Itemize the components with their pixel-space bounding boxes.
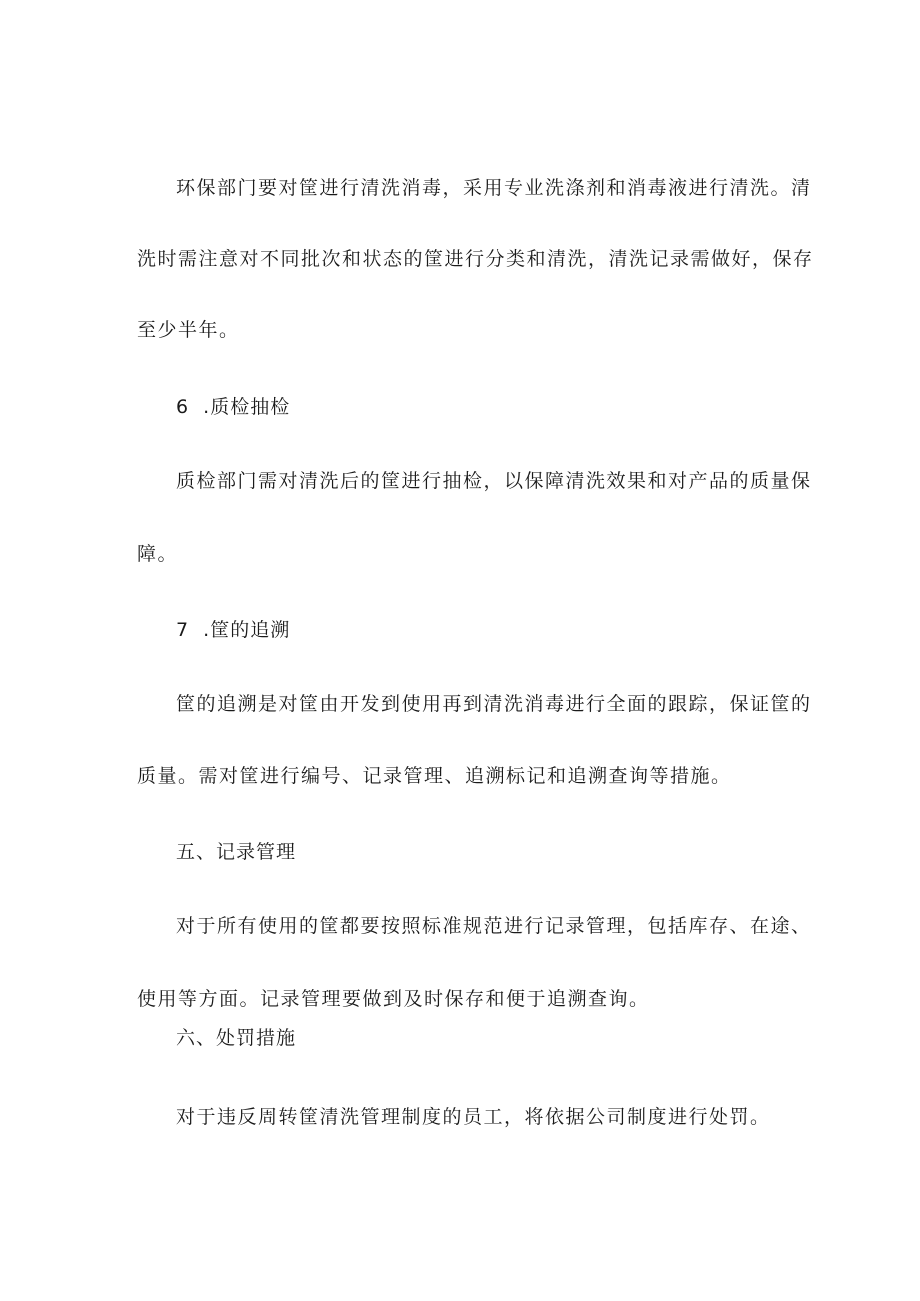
section-heading-penalty: 六、处罚措施 [176,1027,297,1049]
paragraph-cleaning-line-1: 环保部门要对筐进行清洗消毒，采用专业洗涤剂和消毒液进行清洗。清 [176,177,812,199]
paragraph-record-line-1: 对于所有使用的筐都要按照标准规范进行记录管理，包括库存、在途、 [176,915,812,937]
paragraph-quality-line-1: 质检部门需对清洗后的筐进行抽检，以保障清洗效果和对产品的质量保 [176,470,812,492]
section-heading-quality-inspection: 6 .质检抽检 [176,396,291,418]
paragraph-penalty-line-1: 对于违反周转筐清洗管理制度的员工，将依据公司制度进行处罚。 [176,1106,771,1128]
paragraph-cleaning-line-2: 洗时需注意对不同批次和状态的筐进行分类和清洗，清洗记录需做好，保存 [137,248,814,270]
paragraph-quality-line-2: 障。 [137,543,179,565]
section-heading-record-management: 五、记录管理 [176,841,297,863]
section-heading-traceability: 7 .筐的追溯 [176,619,291,641]
paragraph-cleaning-line-3: 至少半年。 [137,319,240,341]
paragraph-record-line-2: 使用等方面。记录管理要做到及时保存和便于追溯查询。 [137,988,650,1010]
paragraph-traceability-line-2: 质量。需对筐进行编号、记录管理、追溯标记和追溯查询等措施。 [137,765,732,787]
paragraph-traceability-line-1: 筐的追溯是对筐由开发到使用再到清洗消毒进行全面的跟踪，保证筐的 [176,693,812,715]
